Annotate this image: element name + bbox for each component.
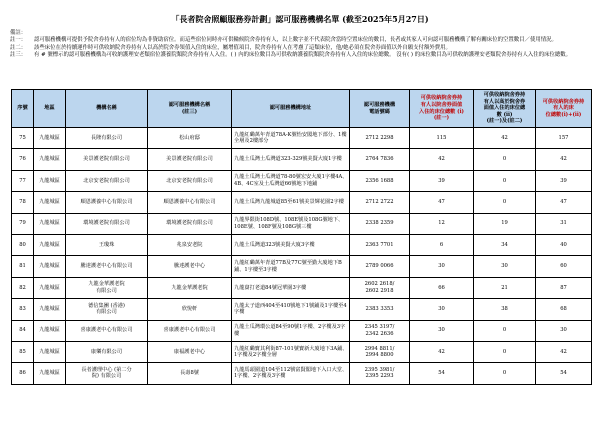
cell-district: 九龍城區 [34,170,66,191]
cell-org: 長隆有限公司 [66,128,148,149]
cell-address: 九龍土瓜灣土瓜灣道78-80號宏安大廈1字樓4A、4B、4C室及土瓜灣道66號地下地鋪 [232,170,350,191]
cell-beds-total: 60 [536,256,592,277]
header-address: 認可服務機構地址 [232,90,350,128]
notes-section [10,30,592,59]
table-row [12,128,592,149]
cell-beds-total: 31 [536,213,592,234]
cell-no: 82 [12,277,34,298]
table-header-row [12,90,592,128]
cell-phone: 2356 1688 [350,170,410,191]
cell-address: 九龍土瓜灣土瓜灣道323-329號美賢大廈1字樓 [232,149,350,170]
cell-no: 81 [12,256,34,277]
cell-org: 順恩護養中心有限公司 [66,192,148,213]
cell-phone: 2395 3981/ 2395 2293 [350,363,410,384]
note-1 [10,37,592,44]
cell-beds-at-value: 6 [410,234,474,255]
cell-no: 86 [12,363,34,384]
cell-beds-at-value: 30 [410,320,474,341]
cell-beds-at-value: 30 [410,299,474,320]
cell-home: 欣悅軒 [148,299,232,320]
cell-org: 騰達護老中心有限公司 [66,256,148,277]
cell-beds-total: 68 [536,299,592,320]
note-text: 該些床位在於持續運作時可供收納院舍券持有人以高於院舍券領值入住的床位，屬增值項目，院舍券持有人在考慮了這類床位，他/她必須在院舍券面值以外自願支付額外費用。 [34,44,451,51]
header-beds-at-value: 可供收納院舍券持 有人以院舍券面值 入住的床位總數 (i) (註一) [410,90,474,128]
cell-beds-above-value: 0 [474,192,536,213]
cell-phone: 2338 2359 [350,213,410,234]
table-row [12,299,592,320]
cell-phone: 2764 7836 [350,149,410,170]
cell-no: 83 [12,299,34,320]
cell-org: 美景護老院有限公司 [66,149,148,170]
cell-home: 順恩護養中心有限公司 [148,192,232,213]
cell-address: 九龍土瓜灣道323號美賢大廈3字樓 [232,234,350,255]
table-row [12,277,592,298]
cell-beds-total: 157 [536,128,592,149]
header-phone: 認可服務機構 電話號碼 [350,90,410,128]
cell-district: 九龍城區 [34,277,66,298]
cell-beds-total: 30 [536,320,592,341]
cell-org: 北京安老院有限公司 [66,170,148,191]
cell-address: 九龍窩打老道84號冠華園3字樓 [232,277,350,298]
cell-home: 環境護老院有限公司 [148,213,232,234]
cell-no: 77 [12,170,34,191]
cell-beds-above-value: 30 [474,256,536,277]
cell-phone: 2383 3353 [350,299,410,320]
cell-no: 78 [12,192,34,213]
cell-district: 九龍城區 [34,320,66,341]
cell-district: 九龍城區 [34,363,66,384]
cell-beds-total: 42 [536,149,592,170]
cell-home: 松山府邸 [148,128,232,149]
cell-beds-above-value: 0 [474,320,536,341]
cell-beds-total: 87 [536,277,592,298]
cell-home: 康福護老中心 [148,341,232,362]
header-no: 序號 [12,90,34,128]
cell-beds-above-value: 42 [474,128,536,149]
cell-home: 兆泉安老院 [148,234,232,255]
table-row [12,149,592,170]
cell-beds-total: 47 [536,192,592,213]
note-text: 認可服務機構可提供予院舍券持有人的宿位均為非資助宿位。而這些宿位同時亦可供輪候院舍券持有人，以上數字並不代表院舍當時空置床位的數目，長者或其家人可向認可服務機構了解有關床位的空置數目／使用情況。 [34,37,557,44]
cell-district: 九龍城區 [34,341,66,362]
cell-phone: 2994 8811/ 2994 8800 [350,341,410,362]
cell-home: 長壽8號 [148,363,232,384]
header-district: 地區 [34,90,66,128]
cell-address: 九龍太子道西404至410號地下1號鋪及1字樓至4字樓 [232,299,350,320]
cell-district: 九龍城區 [34,234,66,255]
table-row [12,320,592,341]
header-beds-above-value: 可供收納院舍券持 有人以高於院舍券 面值入住的床位總 數 (ii) (註一)及(註二) [474,90,536,128]
cell-address: 九龍土瓜灣九龍城道85至61號美景輝花園2字樓 [232,192,350,213]
cell-beds-total: 39 [536,170,592,191]
cell-address: 九龍界限街108D號、108E號及108G號地下、108E號、108F號及108G號三樓 [232,213,350,234]
header-beds-total: 可供收納院舍券持 有人的床 位總數(i)+(ii) [536,90,592,128]
cell-district: 九龍城區 [34,213,66,234]
cell-district: 九龍城區 [34,256,66,277]
cell-home: 喜康護老中心有限公司 [148,320,232,341]
cell-district: 九龍城區 [34,192,66,213]
cell-beds-at-value: 30 [410,256,474,277]
cell-org: 九龍金華護老院 有限公司 [66,277,148,298]
cell-beds-above-value: 34 [474,234,536,255]
note-number: 註二： [10,44,27,51]
cell-phone: 2602 2618/ 2602 2918 [350,277,410,298]
cell-beds-above-value: 0 [474,149,536,170]
cell-org: 德信集團 (香港) 有限公司 [66,299,148,320]
cell-org: 喜康護老中心有限公司 [66,320,148,341]
cell-no: 76 [12,149,34,170]
service-provider-table [11,89,592,385]
cell-beds-at-value: 39 [410,170,474,191]
cell-beds-at-value: 54 [410,363,474,384]
table-row [12,213,592,234]
note-number: 註三： [10,51,27,58]
table-row [12,192,592,213]
cell-beds-above-value: 19 [474,213,536,234]
cell-address: 九龍土瓜灣環公道84至90號1字樓、2字樓及3字樓 [232,320,350,341]
cell-phone: 2712 2722 [350,192,410,213]
cell-org: 長者護理中心 (第二分 院) 有限公司 [66,363,148,384]
cell-beds-at-value: 42 [410,341,474,362]
table-row [12,363,592,384]
cell-beds-at-value: 66 [410,277,474,298]
cell-beds-above-value: 21 [474,277,536,298]
cell-org: 環境護老院有限公司 [66,213,148,234]
cell-beds-at-value: 12 [410,213,474,234]
note-3 [10,52,592,59]
table-row [12,256,592,277]
cell-beds-at-value: 115 [410,128,474,149]
cell-beds-total: 40 [536,234,592,255]
table-row [12,341,592,362]
cell-phone: 2363 7701 [350,234,410,255]
cell-address: 九龍馬頭圍道104至112號富賢閣地下入口大堂、1字樓、2字樓及3字樓 [232,363,350,384]
note-text: 有 # 號標示的認可服務機構為可收納護理安老類宿位護養院類院舍券持有人入住。( ) 內的床位數目為可供收納護養院類院舍券持有人入住的床位總數。 沒有( ) 的床位數目為可供收納護理安老類院舍券持有人入住的床位總數。 [34,51,572,58]
cell-no: 84 [12,320,34,341]
cell-phone: 2345 3197/ 2342 2636 [350,320,410,341]
cell-district: 九龍城區 [34,128,66,149]
cell-district: 九龍城區 [34,299,66,320]
table-row [12,234,592,255]
cell-address: 九龍紅磡萬年青道77B及77C號至勤大廈地下B鋪、1字樓至3字樓 [232,256,350,277]
header-home: 認可服務機構名稱 (註三) [148,90,232,128]
cell-home: 美景護老院有限公司 [148,149,232,170]
cell-home: 九龍金華護老院 [148,277,232,298]
cell-district: 九龍城區 [34,149,66,170]
note-2 [10,45,592,52]
cell-no: 75 [12,128,34,149]
notes-label: 備註： [10,30,27,36]
cell-home: 北京安老院有限公司 [148,170,232,191]
cell-address: 九龍紅磡寶其利街87-101號寶新大廈地下3A鋪、1字樓及2字樓全層 [232,341,350,362]
cell-home: 騰達護老中心 [148,256,232,277]
cell-address: 九龍紅磡萬年青道78A-K號怡安閣地下部分、1樓全層及2樓部分 [232,128,350,149]
header-org: 機構名稱 [66,90,148,128]
cell-beds-above-value: 38 [474,299,536,320]
page-title: 「長者院舍照顧服務券計劃」認可服務機構名單 (截至2025年5月27日) [171,14,429,24]
cell-beds-at-value: 42 [410,149,474,170]
table-row [12,170,592,191]
cell-org: 康樂有限公司 [66,341,148,362]
note-number: 註一： [10,37,27,44]
cell-phone: 2789 0066 [350,256,410,277]
cell-no: 79 [12,213,34,234]
cell-beds-total: 42 [536,341,592,362]
cell-beds-above-value: 0 [474,341,536,362]
cell-beds-above-value: 0 [474,363,536,384]
cell-no: 85 [12,341,34,362]
cell-beds-total: 54 [536,363,592,384]
cell-beds-above-value: 0 [474,170,536,191]
cell-no: 80 [12,234,34,255]
cell-org: 王瓊珠 [66,234,148,255]
cell-beds-at-value: 47 [410,192,474,213]
cell-phone: 2712 2298 [350,128,410,149]
